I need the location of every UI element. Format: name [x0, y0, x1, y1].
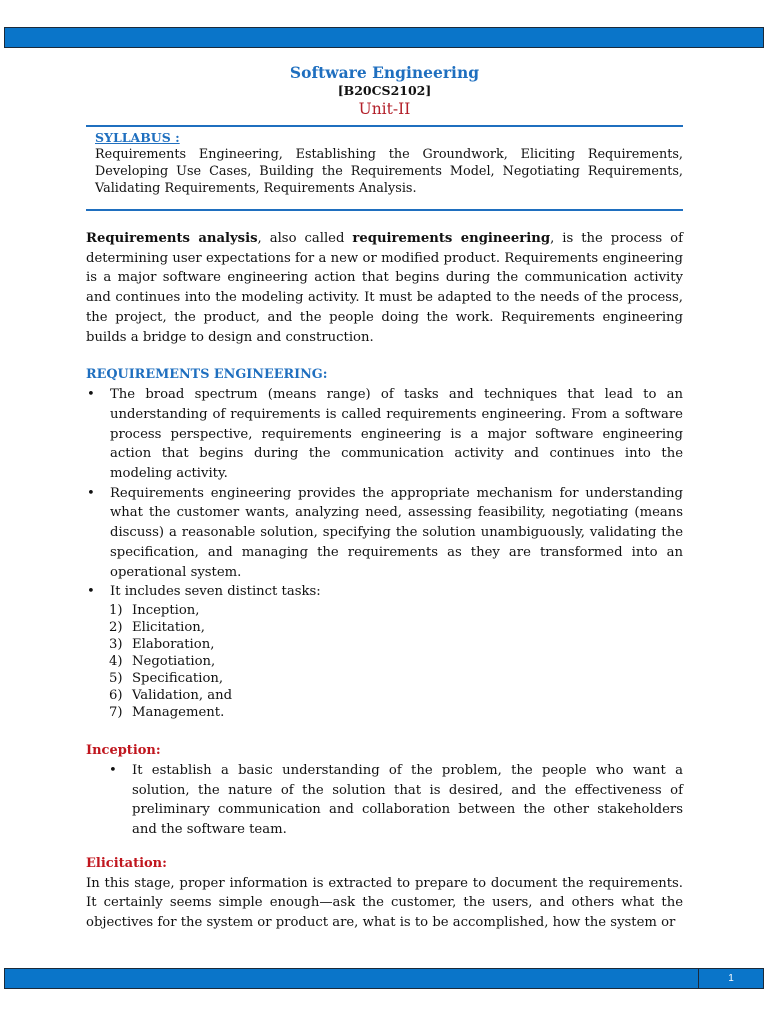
task-item — [109, 619, 683, 636]
course-code: [B20CS2102] — [337, 83, 432, 98]
bullet-icon: • — [87, 485, 95, 501]
unit-label: Unit-II — [358, 100, 411, 118]
task-number: 5) — [109, 670, 123, 686]
task-label: Management. — [132, 704, 225, 720]
task-label: Specification, — [132, 670, 224, 686]
task-item — [109, 670, 683, 687]
syllabus-text: Requirements Engineering, Establishing the Groundwork, Eliciting Requirements, Developing Use Cases, Building the Requirements Model, Negotiating Requirements, Validating Requirements, Requirements Analysis. — [95, 147, 683, 196]
task-label: Inception, — [132, 602, 200, 618]
task-number: 2) — [109, 619, 123, 635]
task-item — [109, 636, 683, 653]
intro-term-requirements-analysis: Requirements analysis — [86, 231, 258, 246]
bullet-text: Requirements engineering provides the appropriate mechanism for understanding what the customer wants, analyzing need, assessing feasibility, negotiating (means discuss) a reasonable solution, specifying the solution unambiguously, validating the specification, and managing the requirements as they are transformed into an operational system. — [110, 485, 683, 580]
page-content — [86, 63, 683, 933]
task-item — [109, 653, 683, 670]
section-heading-elicitation: Elicitation: — [86, 855, 167, 871]
task-number: 6) — [109, 687, 123, 703]
bullet-text: It includes seven distinct tasks: — [110, 584, 321, 600]
list-item — [86, 484, 683, 583]
document-title: Software Engineering — [289, 63, 480, 82]
bullet-text: The broad spectrum (means range) of tasks and techniques that lead to an understanding of requirements is called requirements engineering. From a software process perspective, requirements engineering is a major software engineering action that begins during the communication activity and continues into the modeling activity. — [110, 387, 683, 482]
header-bar — [4, 27, 764, 48]
task-item — [109, 704, 683, 721]
task-number: 4) — [109, 653, 123, 669]
list-item — [86, 385, 683, 484]
footer-bar — [4, 968, 764, 989]
task-label: Validation, and — [132, 687, 233, 703]
intro-paragraph — [86, 229, 683, 347]
list-item — [86, 761, 683, 840]
task-item — [109, 602, 683, 619]
section-heading-requirements-engineering: REQUIREMENTS ENGINEERING: — [86, 367, 328, 383]
task-number: 7) — [109, 704, 123, 720]
task-label: Elicitation, — [132, 619, 205, 635]
intro-connector: , also called — [257, 231, 353, 246]
list-item — [86, 582, 683, 602]
syllabus-box — [86, 125, 683, 211]
elicitation-paragraph: In this stage, proper information is extracted to prepare to document the requirements. It certainly seems simple enough—ask the customer, the users, and others what the objectives for the system or product are, what is to be accomplished, how the system or — [86, 875, 683, 931]
page-number: 1 — [698, 969, 763, 988]
task-label: Elaboration, — [132, 636, 215, 652]
syllabus-heading: SYLLABUS : — [95, 130, 180, 145]
bullet-icon: • — [87, 584, 95, 600]
tasks-list — [86, 602, 683, 721]
task-number: 1) — [109, 602, 123, 618]
section-heading-inception: Inception: — [86, 742, 161, 758]
bullet-text: It establish a basic understanding of the problem, the people who want a solution, the nature of the solution that is desired, and the effectiveness of preliminary communication and collaboration between the other stakeholders and the software team. — [132, 762, 683, 838]
bullet-icon: • — [87, 387, 95, 403]
bullet-icon: • — [109, 762, 117, 778]
intro-rest: , is the process of determining user expectations for a new or modified product. Requirements engineering is a major software engineering action that begins during the communication activity and continues into the modeling activity. It must be adapted to the needs of the process, the project, the product, and the people doing the work. Requirements engineering builds a bridge to design and construction. — [86, 231, 683, 345]
task-item — [109, 687, 683, 704]
intro-term-requirements-engineering: requirements engineering — [352, 231, 551, 246]
task-label: Negotiation, — [132, 653, 216, 669]
task-number: 3) — [109, 636, 123, 652]
